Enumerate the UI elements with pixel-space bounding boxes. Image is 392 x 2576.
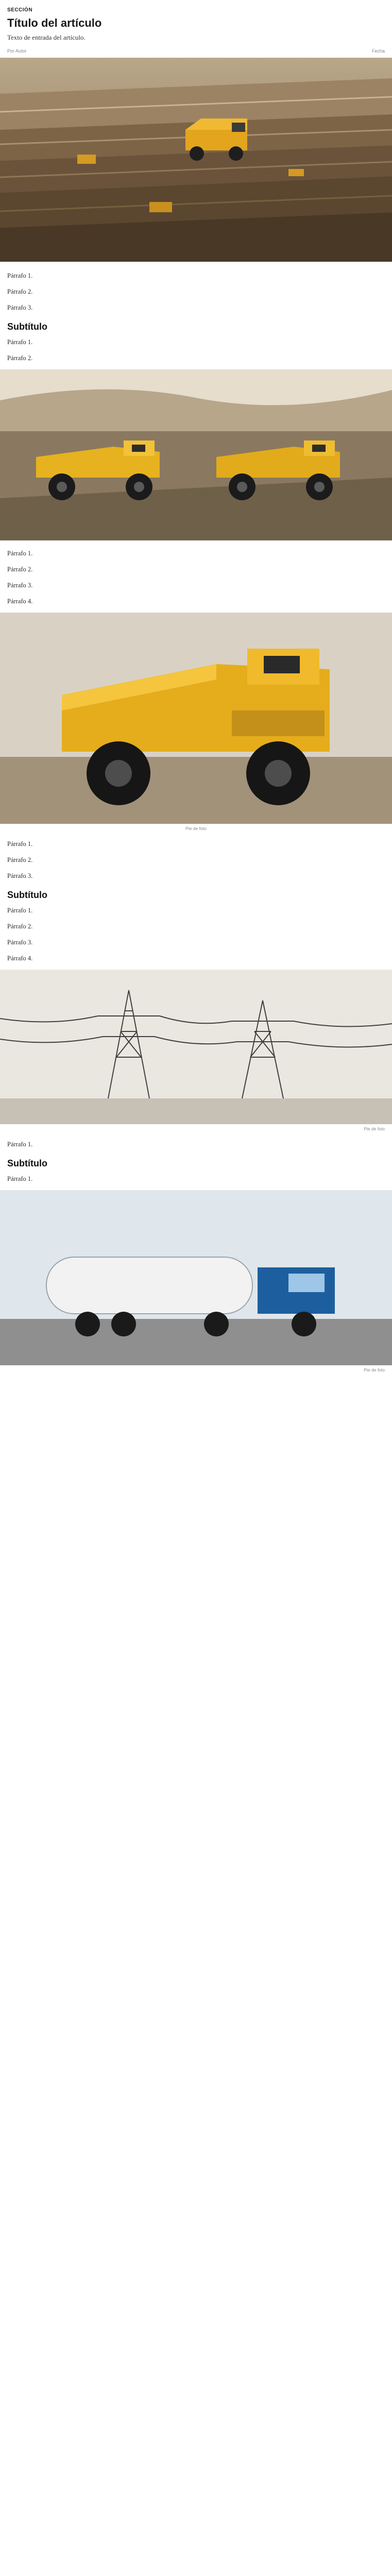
open-pit-mine-illustration [0, 58, 392, 262]
section-heading: Subtítulo [7, 890, 47, 900]
hero-image [0, 58, 392, 262]
article-body-section-3 [7, 1174, 385, 1184]
figure-mining-truck [0, 613, 392, 831]
figure-haul-trucks [0, 369, 392, 540]
article-title: Título del artículo [7, 16, 102, 29]
figure-caption: Pie de foto [364, 1126, 385, 1131]
paragraph: Párrafo 3. [7, 939, 33, 946]
article-body-section-2b [7, 1140, 385, 1149]
paragraph: Párrafo 3. [7, 582, 33, 589]
section-heading: Subtítulo [7, 1158, 47, 1168]
paragraph: Párrafo 1. [7, 907, 33, 914]
article-lede: Texto de entrada del artículo. [7, 33, 86, 41]
article-body-section-2 [7, 906, 385, 963]
publish-date: Fecha [371, 48, 385, 54]
transmission-towers-illustration [0, 970, 392, 1124]
article-meta [7, 48, 385, 54]
paragraph: Párrafo 1. [7, 550, 33, 557]
paragraph: Párrafo 2. [7, 288, 33, 295]
paragraph: Párrafo 1. [7, 840, 33, 848]
paragraph: Párrafo 3. [7, 872, 33, 879]
article-body-section-1 [7, 337, 385, 363]
author-byline[interactable]: Por Autor [7, 48, 27, 54]
article-body-section-1c [7, 839, 385, 881]
paragraph: Párrafo 2. [7, 856, 33, 863]
paragraph: Párrafo 2. [7, 354, 33, 362]
paragraph: Párrafo 1. [7, 1175, 33, 1182]
paragraph: Párrafo 1. [7, 272, 33, 279]
paragraph: Párrafo 1. [7, 338, 33, 346]
figure-caption: Pie de foto [185, 826, 207, 831]
section-heading: Subtítulo [7, 321, 47, 332]
paragraph: Párrafo 4. [7, 955, 33, 962]
gas-truck-illustration [0, 1190, 392, 1365]
figure-gas-truck [0, 1190, 392, 1372]
section-kicker[interactable]: SECCIÓN [7, 7, 33, 13]
paragraph: Párrafo 1. [7, 1141, 33, 1148]
paragraph: Párrafo 2. [7, 566, 33, 573]
figure-transmission-towers [0, 970, 392, 1131]
mining-truck-illustration [0, 613, 392, 824]
paragraph: Párrafo 4. [7, 598, 33, 605]
article-body-section-1b [7, 549, 385, 606]
figure-caption: Pie de foto [364, 1367, 385, 1372]
article-body-intro [7, 271, 385, 313]
haul-trucks-illustration [0, 369, 392, 540]
paragraph: Párrafo 3. [7, 304, 33, 311]
paragraph: Párrafo 2. [7, 923, 33, 930]
